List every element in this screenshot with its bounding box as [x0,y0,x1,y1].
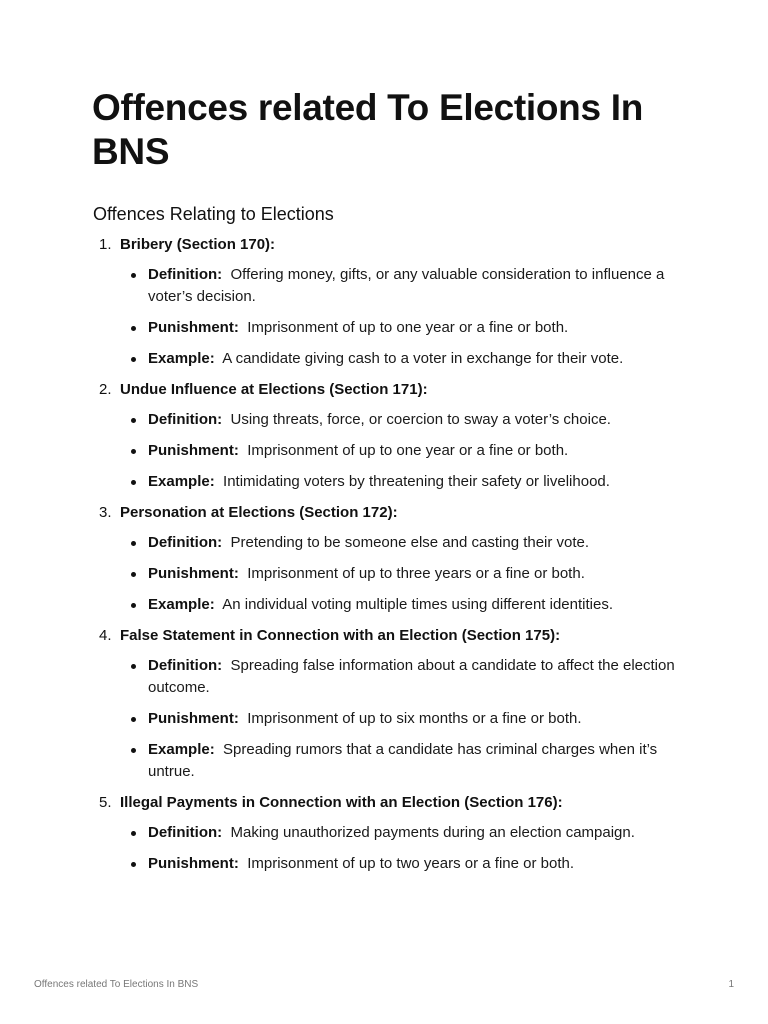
bullet-icon [131,480,136,485]
page-number: 1 [728,979,734,990]
offence-heading: False Statement in Connection with an Election (Section 175): [120,627,561,644]
offence-item [93,625,693,783]
point-label: Example: [148,473,219,490]
point-label: Definition: [148,411,227,428]
bullet-icon [131,862,136,867]
offence-item [93,379,693,493]
offence-heading: Undue Influence at Elections (Section 171): [120,381,428,398]
offence-heading: Bribery (Section 170): [120,236,276,253]
bullet-icon [131,664,136,669]
offence-number: 4. [99,627,112,644]
point-text: Imprisonment of up to three years or a fine or both. [247,565,585,582]
offence-point [93,594,693,616]
offence-heading-row [93,502,693,524]
offence-point [93,853,693,875]
offence-point [93,471,693,493]
bullet-icon [131,357,136,362]
offence-number: 5. [99,794,112,811]
point-text: Making unauthorized payments during an election campaign. [230,824,635,841]
offence-point [93,440,693,462]
point-text: Imprisonment of up to one year or a fine or both. [247,442,569,459]
point-text: Imprisonment of up to two years or a fine or both. [247,855,575,872]
point-text: Imprisonment of up to one year or a fine or both. [247,319,569,336]
bullet-icon [131,603,136,608]
footer-title: Offences related To Elections In BNS [34,979,199,990]
point-label: Punishment: [148,442,244,459]
offence-point [93,655,693,699]
offence-points [93,264,693,370]
point-text: An individual voting multiple times using different identities. [222,596,613,613]
bullet-icon [131,449,136,454]
offence-number: 3. [99,504,112,521]
bullet-icon [131,748,136,753]
offence-list [93,234,693,884]
offence-item [93,792,693,875]
offence-point [93,739,693,783]
point-text: Imprisonment of up to six months or a fine or both. [247,710,582,727]
offence-points [93,655,693,783]
offence-heading-row [93,625,693,647]
bullet-icon [131,831,136,836]
point-text: A candidate giving cash to a voter in exchange for their vote. [222,350,624,367]
point-label: Example: [148,741,219,758]
point-label: Definition: [148,266,227,283]
offence-point [93,563,693,585]
offence-item [93,502,693,616]
offence-point [93,264,693,308]
point-label: Example: [148,350,219,367]
offence-number: 2. [99,381,112,398]
point-label: Punishment: [148,855,244,872]
offence-heading: Illegal Payments in Connection with an Election (Section 176): [120,794,563,811]
offence-heading-row [93,379,693,401]
offence-number: 1. [99,236,112,253]
point-text: Using threats, force, or coercion to sway a voter’s choice. [230,411,611,428]
page-title: Offences related To Elections In BNS [92,87,644,172]
offence-heading: Personation at Elections (Section 172): [120,504,398,521]
offence-point [93,822,693,844]
point-text: Pretending to be someone else and casting their vote. [230,534,590,551]
offence-heading-row [93,792,693,814]
offence-point [93,409,693,431]
point-label: Definition: [148,657,227,674]
offence-point [93,348,693,370]
offence-point [93,317,693,339]
point-label: Punishment: [148,319,244,336]
bullet-icon [131,541,136,546]
offence-points [93,532,693,616]
section-heading: Offences Relating to Elections [93,204,334,224]
offence-points [93,822,693,875]
point-label: Example: [148,596,219,613]
point-label: Punishment: [148,565,244,582]
bullet-icon [131,572,136,577]
point-label: Punishment: [148,710,244,727]
point-label: Definition: [148,824,227,841]
point-text: Spreading false information about a candidate to affect the election outcome. [148,657,675,696]
offence-heading-row [93,234,693,256]
point-text: Offering money, gifts, or any valuable consideration to influence a voter’s decision. [148,266,665,305]
offence-point [93,708,693,730]
point-text: Spreading rumors that a candidate has criminal charges when it’s untrue. [148,741,658,780]
offence-points [93,409,693,493]
bullet-icon [131,717,136,722]
point-label: Definition: [148,534,227,551]
offence-item [93,234,693,370]
bullet-icon [131,418,136,423]
point-text: Intimidating voters by threatening their safety or livelihood. [223,473,610,490]
offence-point [93,532,693,554]
bullet-icon [131,326,136,331]
bullet-icon [131,273,136,278]
